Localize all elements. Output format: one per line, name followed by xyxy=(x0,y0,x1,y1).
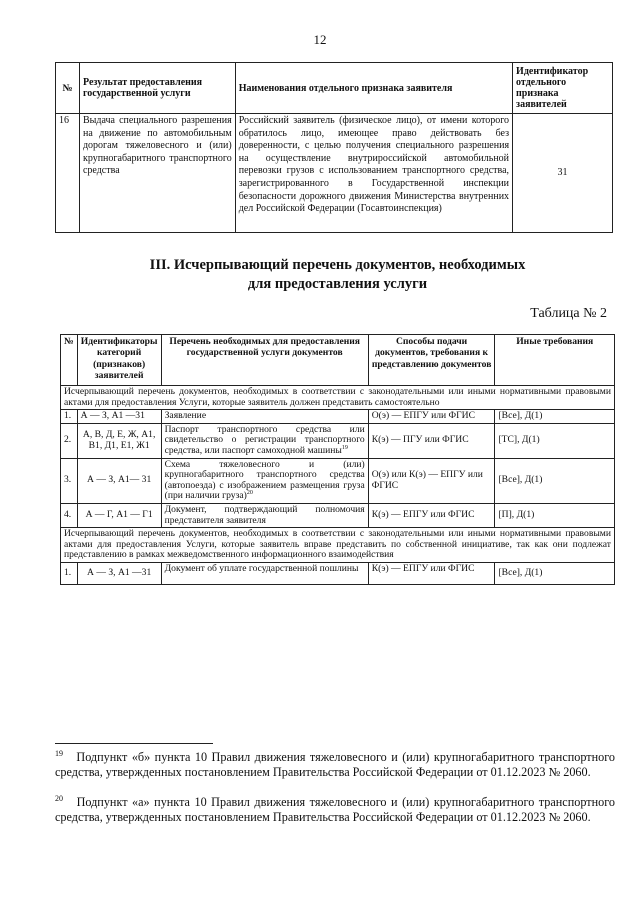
cell-number: 4. xyxy=(61,503,78,527)
cell-ids: А — З, А1— 31 xyxy=(77,458,161,503)
document-text: Паспорт транспортного средства или свидетельство о регистрации транспортного средства, или паспорт самоходной машины xyxy=(164,423,365,456)
cell-method: О(э) — ЕПГУ или ФГИС xyxy=(368,410,495,424)
cell-number: 3. xyxy=(61,458,78,503)
applicant-features-table xyxy=(55,62,613,233)
cell-other: [ТС], Д(1) xyxy=(495,423,615,458)
table-row xyxy=(61,423,615,458)
cell-document: Документ об уплате государственной пошлины xyxy=(161,562,368,584)
footnote-number: 20 xyxy=(55,793,63,803)
cell-result: Выдача специального разрешения на движение по автомобильным дорогам тяжеловесного и (или) крупногабаритного транспортного средства xyxy=(79,114,235,233)
footnote-20 xyxy=(55,795,615,825)
table-row xyxy=(56,114,613,233)
cell-ids: А — З, А1 —31 xyxy=(77,410,161,424)
page-number: 12 xyxy=(313,32,327,47)
document-text: Схема тяжеловесного и (или) крупногабаритного транспортного средства (автопоезда) с изображением размещения груза (при наличии груза) xyxy=(164,458,365,502)
footnote-ref-19: 19 xyxy=(341,444,348,451)
cell-other: [Все], Д(1) xyxy=(495,458,615,503)
cell-ids: А — З, А1 —31 xyxy=(77,562,161,584)
table-row xyxy=(61,410,615,424)
table-row xyxy=(61,503,615,527)
header-number: № xyxy=(56,63,80,114)
footnote-text: Подпункт «б» пункта 10 Правил движения тяжеловесного и (или) крупногабаритного транспортного средства, утвержденных постановлением Правительства Российской Федерации от 01.12.2023 № 2060. xyxy=(55,750,616,779)
cell-method: К(э) — ПГУ или ФГИС xyxy=(368,423,495,458)
header-result: Результат предоставления государственной услуги xyxy=(79,63,235,114)
cell-document: Заявление xyxy=(161,410,368,424)
cell-other: [Все], Д(1) xyxy=(495,562,615,584)
table-row xyxy=(61,562,615,584)
group-row xyxy=(61,528,615,563)
header-number: № xyxy=(61,335,78,386)
footnote-number: 19 xyxy=(55,748,63,758)
documents-table xyxy=(60,334,615,585)
cell-number: 16 xyxy=(56,114,80,233)
group-row xyxy=(61,386,615,410)
cell-ids: А, В, Д, Е, Ж, А1, В1, Д1, Е1, Ж1 xyxy=(77,423,161,458)
table-header-row xyxy=(56,63,613,114)
cell-method: О(э) или К(э) — ЕПГУ или ФГИС xyxy=(368,458,495,503)
cell-number: 1. xyxy=(61,562,78,584)
cell-number: 1. xyxy=(61,410,78,424)
section-heading xyxy=(60,256,615,294)
group-heading-mandatory: Исчерпывающий перечень документов, необходимых в соответствии с законодательными или иными нормативными правовыми актами для предоставления Услуги, которые заявитель должен представить самостоятельно xyxy=(61,386,615,410)
section-heading-line2: для предоставления услуги xyxy=(247,276,428,292)
header-other: Иные требования xyxy=(495,335,615,386)
cell-document xyxy=(161,423,368,458)
cell-feature: Российский заявитель (физическое лицо), от имени которого обратилось лицо, имеющее право действовать без доверенности, с целью получения специального разрешения на осуществление внутрироссийской автомобильной перевозки грузов с использованием транспортного средства, зарегистрированного в Государственной инспекции безопасности дорожного движения Министерства внутренних дел Российской Федерации (Госавтоинспекция) xyxy=(235,114,512,233)
group-heading-optional: Исчерпывающий перечень документов, необходимых в соответствии с законодательными или иными нормативными правовыми актами для предоставления Услуги, которые заявитель вправе представить по собственной инициативе, так как они подлежат представлению в рамках межведомственного информационного взаимодействия xyxy=(61,528,615,563)
cell-method: К(э) — ЕПГУ или ФГИС xyxy=(368,503,495,527)
section-heading-line1: III. Исчерпывающий перечень документов, необходимых xyxy=(149,257,526,273)
footnote-text: Подпункт «а» пункта 10 Правил движения тяжеловесного и (или) крупногабаритного транспортного средства, утвержденных постановлением Правительства Российской Федерации от 01.12.2023 № 2060. xyxy=(55,795,615,824)
table-label: Таблица № 2 xyxy=(530,306,607,321)
header-documents: Перечень необходимых для предоставления государственной услуги документов xyxy=(161,335,368,386)
cell-method: К(э) — ЕПГУ или ФГИС xyxy=(368,562,495,584)
table-row xyxy=(61,458,615,503)
table-header-row xyxy=(61,335,615,386)
cell-document: Документ, подтверждающий полномочия представителя заявителя xyxy=(161,503,368,527)
header-methods: Способы подачи документов, требования к представлению документов xyxy=(368,335,495,386)
cell-document xyxy=(161,458,368,503)
cell-other: [Все], Д(1) xyxy=(495,410,615,424)
footnote-19 xyxy=(55,750,615,780)
header-ids: Идентификаторы категорий (признаков) заявителей xyxy=(77,335,161,386)
cell-other: [П], Д(1) xyxy=(495,503,615,527)
footnote-ref-20: 20 xyxy=(246,490,253,497)
cell-ids: А — Г, А1 — Г1 xyxy=(77,503,161,527)
header-feature-id: Идентификатор отдельного признака заявителей xyxy=(513,63,613,114)
cell-feature-id: 31 xyxy=(513,114,613,233)
header-feature: Наименования отдельного признака заявителя xyxy=(235,63,512,114)
footnote-divider xyxy=(55,743,213,744)
cell-number: 2. xyxy=(61,423,78,458)
